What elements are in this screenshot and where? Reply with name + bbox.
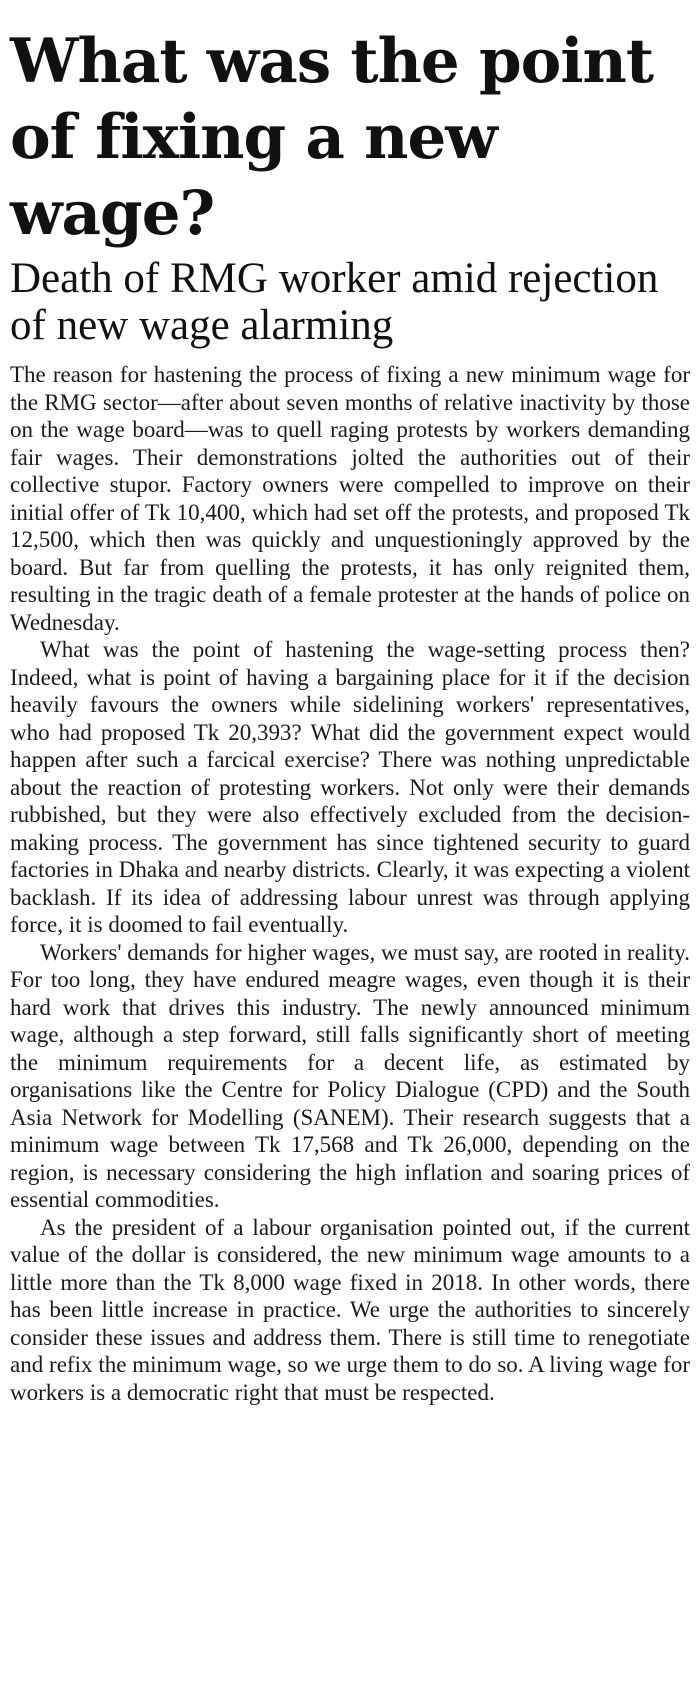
paragraph-1: The reason for hastening the process of fixing a new minimum wage for the RMG sector—after about seven months of relative inactivity by those on the wage board—was to quell raging protests by workers demanding fair wages. Their demonstrations jolted the authorities out of their collective stupor. Factory owners were compelled to improve on their initial offer of Tk 10,400, which had set off the protests, and proposed Tk 12,500, which then was quickly and unquestioningly approved by the board. But far from quelling the protests, it has only reignited them, resulting in the tragic death of a female protester at the hands of police on Wednesday.	[10, 362, 690, 635]
subheadline: Death of RMG worker amid rejection of new wage alarming	[10, 255, 659, 349]
paragraph-4: As the president of a labour organisation pointed out, if the current value of the dollar is considered, the new minimum wage amounts to a little more than the Tk 8,000 wage fixed in 2018. In other words, there has been little increase in practice. We urge the authorities to sincerely consider these issues and address them. There is still time to renegotiate and refix the minimum wage, so we urge them to do so. A living wage for workers is a democratic right that must be respected.	[10, 1214, 690, 1405]
headline: What was the point of fixing a new wage?	[10, 26, 654, 249]
editorial-article	[10, 0, 690, 1406]
article-body	[10, 361, 690, 1406]
paragraph-3: Workers' demands for higher wages, we must say, are rooted in reality. For too long, they have endured meagre wages, even though it is their hard work that drives this industry. The newly announced minimum wage, although a step forward, still falls significantly short of meeting the minimum requirements for a decent life, as estimated by organisations like the Centre for Policy Dialogue (CPD) and the South Asia Network for Modelling (SANEM). Their research suggests that a minimum wage between Tk 17,568 and Tk 26,000, depending on the region, is necessary considering the high inflation and soaring prices of essential commodities.	[10, 939, 690, 1212]
paragraph-2: What was the point of hastening the wage-setting process then? Indeed, what is point of having a bargaining place for it if the decision heavily favours the owners while sidelining workers' representatives, who had proposed Tk 20,393? What did the government expect would happen after such a farcical exercise? There was nothing unpredictable about the reaction of protesting workers. Not only were their demands rubbished, but they were also effectively excluded from the decision-making process. The government has since tightened security to guard factories in Dhaka and nearby districts. Clearly, it was expecting a violent backlash. If its idea of addressing labour unrest was through applying force, it is doomed to fail eventually.	[10, 637, 690, 937]
